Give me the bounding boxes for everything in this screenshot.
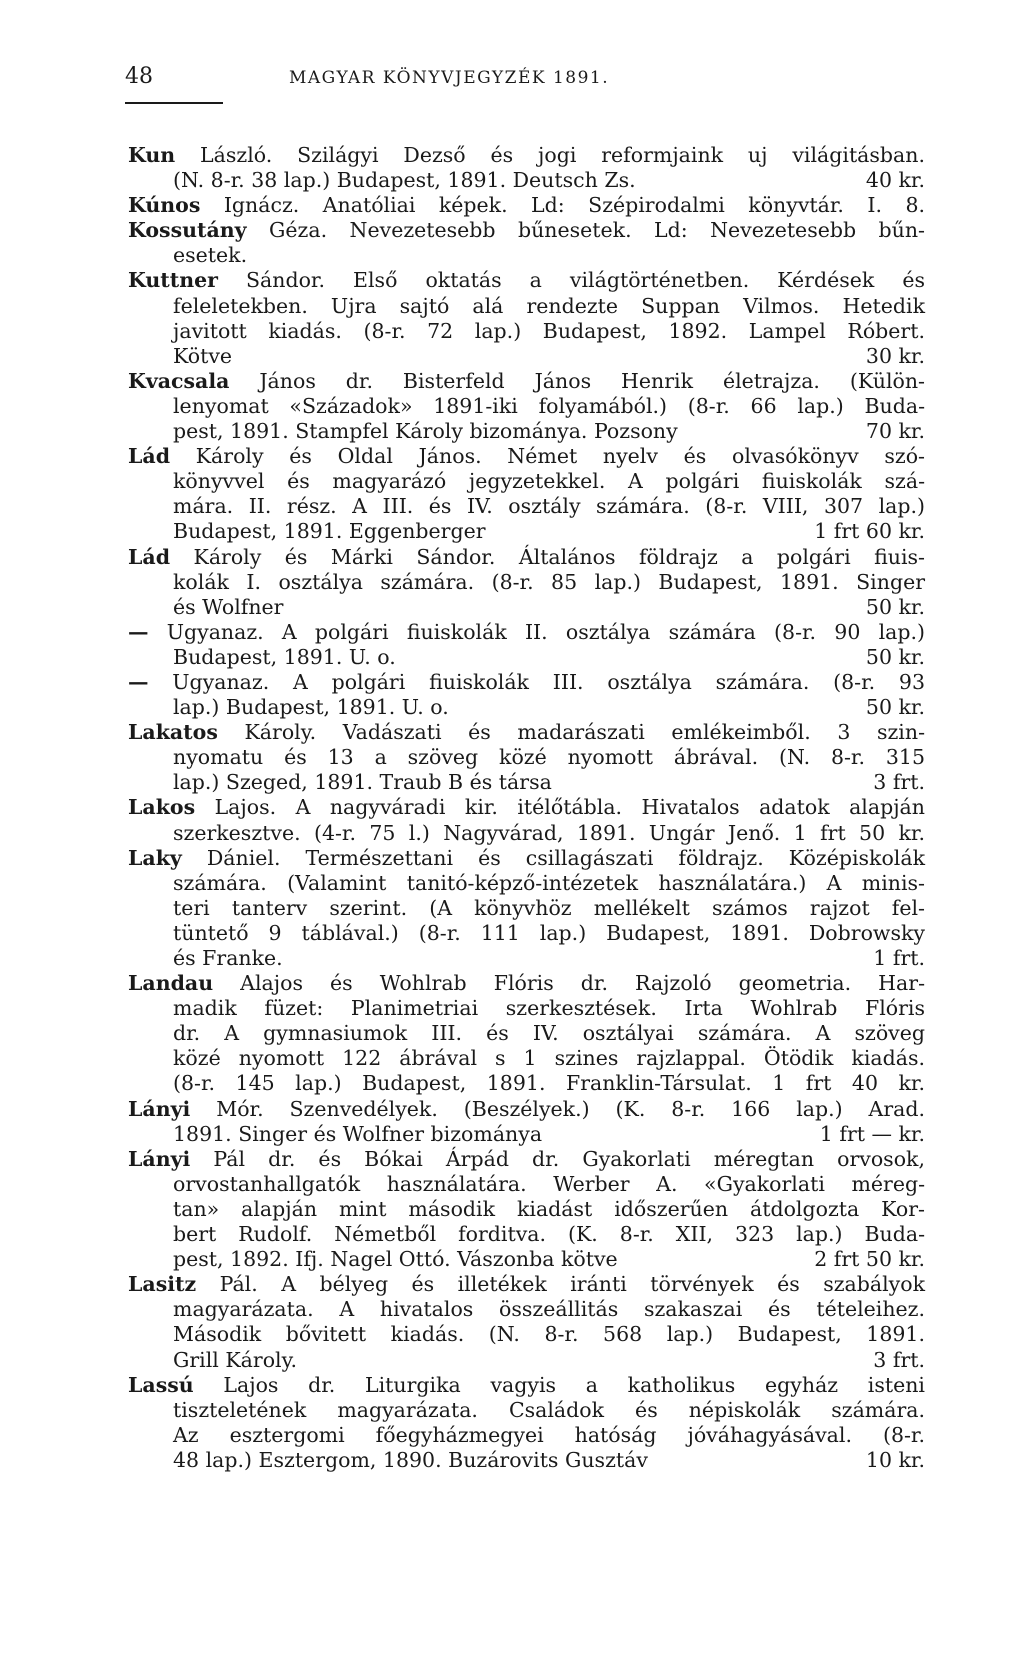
- running-title: MAGYAR KÖNYVJEGYZÉK 1891.: [289, 68, 610, 88]
- entry-line: Lád Károly és Oldal János. Német nyelv és olvasókönyv szó-: [128, 444, 925, 469]
- entry-line: feleletekben. Ujra sajtó alá rendezte Suppan Vilmos. Hetedik: [173, 293, 925, 318]
- price: 1 frt 60 kr.: [814, 519, 925, 544]
- entry-line: Lányi Pál dr. és Bókai Árpád dr. Gyakorlati méregtan orvosok,: [128, 1146, 925, 1171]
- entry-line: magyarázata. A hivatalos összeállitás szakaszai és tételeihez.: [173, 1297, 925, 1322]
- entry-line: [128, 645, 925, 670]
- entry-line: esetek.: [173, 243, 248, 268]
- author-surname: —: [128, 669, 149, 694]
- author-surname: Kúnos: [128, 193, 201, 218]
- entry-line: könyvvel és magyarázó jegyzetekkel. A polgári fiuiskolák szá-: [173, 469, 925, 494]
- author-surname: Kvacsala: [128, 368, 230, 393]
- price: 2 frt 50 kr.: [814, 1247, 925, 1272]
- author-surname: Laky: [128, 845, 182, 870]
- page-number: 48: [125, 64, 153, 89]
- entry-line: (8-r. 145 lap.) Budapest, 1891. Franklin-Társulat. 1 frt 40 kr.: [173, 1071, 925, 1096]
- entry-line: — Ugyanaz. A polgári fiuiskolák III. osztálya számára. (8-r. 93: [128, 669, 925, 694]
- entry-line: lenyomat «Századok» 1891-iki folyamából.) (8-r. 66 lap.) Buda-: [173, 393, 925, 418]
- price: 50 kr.: [865, 644, 925, 669]
- entry-line: nyomatu és 13 a szöveg közé nyomott ábrával. (N. 8-r. 315: [173, 745, 925, 770]
- catalog-entry: [128, 1147, 925, 1272]
- entry-line: Kuttner Sándor. Első oktatás a világtörténetben. Kérdések és: [128, 268, 925, 293]
- entry-line: [128, 1448, 925, 1473]
- author-surname: Kun: [128, 143, 176, 167]
- entry-line: Kossutány Géza. Nevezetesebb bűnesetek. Ld: Nevezetesebb bűn-: [128, 218, 925, 243]
- entry-line: mára. II. rész. A III. és IV. osztály számára. (8-r. VIII, 307 lap.): [173, 494, 925, 519]
- catalog-entry: [128, 846, 925, 971]
- price: 70 kr.: [865, 419, 925, 444]
- entry-line: Kun László. Szilágyi Dezső és jogi reformjaink uj világitásban.: [128, 143, 925, 167]
- catalog-entry: [128, 1097, 925, 1147]
- entry-line: [128, 519, 925, 544]
- price: 50 kr.: [865, 695, 925, 720]
- entry-line: [128, 695, 925, 720]
- entry-line: madik füzet: Planimetriai szerkesztések. Irta Wohlrab Flóris: [173, 996, 925, 1021]
- entry-line: [128, 1247, 925, 1272]
- author-surname: Lád: [128, 544, 171, 569]
- author-surname: Lányi: [128, 1096, 191, 1121]
- entry-line: — Ugyanaz. A polgári fiuiskolák II. osztálya számára (8-r. 90 lap.): [128, 619, 925, 644]
- entry-line: Laky Dániel. Természettani és csillagászati földrajz. Középiskolák: [128, 845, 925, 870]
- author-surname: Lányi: [128, 1146, 191, 1171]
- price: 1 frt — kr.: [819, 1121, 925, 1146]
- entry-text: (N. 8-r. 38 lap.) Budapest, 1891. Deutsch Zs.: [173, 168, 636, 193]
- entry-line: tiszteletének magyarázata. Családok és népiskolák számára.: [173, 1397, 925, 1422]
- catalog-entry: [128, 1373, 925, 1473]
- entry-line: Második bővitett kiadás. (N. 8-r. 568 lap.) Budapest, 1891.: [173, 1322, 925, 1347]
- entry-text: pest, 1891. Stampfel Károly bizománya. Pozsony: [173, 419, 678, 444]
- price: 1 frt.: [873, 946, 925, 970]
- header-rule: [125, 102, 223, 104]
- author-surname: Lád: [128, 444, 171, 469]
- author-surname: Lakos: [128, 795, 196, 820]
- price: 50 kr.: [865, 594, 925, 619]
- entry-line: Lakatos Károly. Vadászati és madarászati emlékeimből. 3 szin-: [128, 720, 925, 745]
- entry-text: lap.) Budapest, 1891. U. o.: [173, 695, 449, 720]
- author-surname: Lassú: [128, 1372, 194, 1397]
- entry-line: [128, 344, 925, 369]
- catalog-entries: [128, 143, 925, 1473]
- entry-line: [128, 946, 925, 971]
- entry-line: Lasitz Pál. A bélyeg és illetékek iránti törvények és szabályok: [128, 1272, 925, 1297]
- entry-line: [128, 1122, 925, 1147]
- entry-text: Kötve: [173, 343, 233, 368]
- entry-line: számára. (Valamint tanitó-képző-intézetek használatára.) A minis-: [173, 870, 925, 895]
- catalog-entry: [128, 444, 925, 544]
- catalog-entry: [128, 369, 925, 444]
- catalog-entry: [128, 143, 925, 193]
- entry-line: teri tanterv szerint. (A könyvhöz mellékelt számos rajzot fel-: [173, 895, 925, 920]
- author-surname: Landau: [128, 971, 214, 996]
- entry-line: Lassú Lajos dr. Liturgika vagyis a katholikus egyház isteni: [128, 1372, 925, 1397]
- catalog-entry: [128, 670, 925, 720]
- catalog-entry: [128, 545, 925, 620]
- entry-text: Budapest, 1891. U. o.: [173, 644, 396, 669]
- price: 10 kr.: [865, 1447, 925, 1472]
- entry-text: lap.) Szeged, 1891. Traub B és társa: [173, 770, 552, 795]
- entry-line: Kúnos Ignácz. Anatóliai képek. Ld: Szépirodalmi könyvtár. I. 8.: [128, 193, 925, 218]
- author-surname: Kuttner: [128, 268, 218, 293]
- entry-text: Grill Károly.: [173, 1347, 297, 1372]
- entry-line: javitott kiadás. (8-r. 72 lap.) Budapest, 1892. Lampel Róbert.: [173, 318, 925, 343]
- entry-line: közé nyomott 122 ábrával s 1 szines rajzlappal. Ötödik kiadás.: [173, 1046, 925, 1071]
- price: 40 kr.: [865, 168, 925, 193]
- entry-line: szerkesztve. (4-r. 75 l.) Nagyvárad, 1891. Ungár Jenő. 1 frt 50 kr.: [173, 820, 925, 845]
- entry-line: Kvacsala János dr. Bisterfeld János Henrik életrajza. (Külön-: [128, 368, 925, 393]
- entry-text: 1891. Singer és Wolfner bizománya: [173, 1121, 543, 1146]
- page-header: [125, 64, 925, 89]
- catalog-entry: [128, 971, 925, 1096]
- entry-text: pest, 1892. Ifj. Nagel Ottó. Vászonba kötve: [173, 1247, 618, 1272]
- catalog-entry: [128, 1272, 925, 1372]
- catalog-entry: [128, 795, 925, 845]
- entry-text: és Franke.: [173, 946, 283, 970]
- entry-line: Lányi Mór. Szenvedélyek. (Beszélyek.) (K. 8-r. 166 lap.) Arad.: [128, 1096, 925, 1121]
- entry-text: Budapest, 1891. Eggenberger: [173, 519, 486, 544]
- author-surname: Lakatos: [128, 720, 218, 745]
- price: 3 frt.: [873, 1347, 925, 1372]
- price: 30 kr.: [865, 343, 925, 368]
- catalog-entry: [128, 193, 925, 218]
- author-surname: Lasitz: [128, 1272, 197, 1297]
- entry-line: Lád Károly és Márki Sándor. Általános földrajz a polgári fiuis-: [128, 544, 925, 569]
- price: 3 frt.: [873, 770, 925, 795]
- entry-line: bert Rudolf. Németből forditva. (K. 8-r. XII, 323 lap.) Buda-: [173, 1222, 925, 1247]
- entry-line: Lakos Lajos. A nagyváradi kir. itélőtábla. Hivatalos adatok alapján: [128, 795, 925, 820]
- entry-line: [128, 595, 925, 620]
- entry-text: 48 lap.) Esztergom, 1890. Buzárovits Gusztáv: [173, 1447, 648, 1472]
- entry-line: tüntető 9 táblával.) (8-r. 111 lap.) Budapest, 1891. Dobrowsky: [173, 920, 925, 945]
- author-surname: —: [128, 619, 149, 644]
- catalog-entry: [128, 620, 925, 670]
- entry-line: tan» alapján mint második kiadást időszerűen átdolgozta Kor-: [173, 1196, 925, 1221]
- catalog-entry: [128, 218, 925, 268]
- catalog-entry: [128, 268, 925, 368]
- entry-line: [128, 419, 925, 444]
- entry-line: [128, 1348, 925, 1373]
- entry-line: Az esztergomi főegyházmegyei hatóság jóváhagyásával. (8-r.: [173, 1422, 925, 1447]
- entry-text: és Wolfner: [173, 594, 284, 619]
- entry-line: [128, 168, 925, 193]
- entry-line: Landau Alajos és Wohlrab Flóris dr. Rajzoló geometria. Har-: [128, 971, 925, 996]
- catalog-entry: [128, 720, 925, 795]
- entry-line: kolák I. osztálya számára. (8-r. 85 lap.) Budapest, 1891. Singer: [173, 569, 925, 594]
- author-surname: Kossutány: [128, 218, 247, 243]
- entry-line: [128, 770, 925, 795]
- entry-line: orvostanhallgatók használatára. Werber A. «Gyakorlati méreg-: [173, 1171, 925, 1196]
- entry-line: dr. A gymnasiumok III. és IV. osztályai számára. A szöveg: [173, 1021, 925, 1046]
